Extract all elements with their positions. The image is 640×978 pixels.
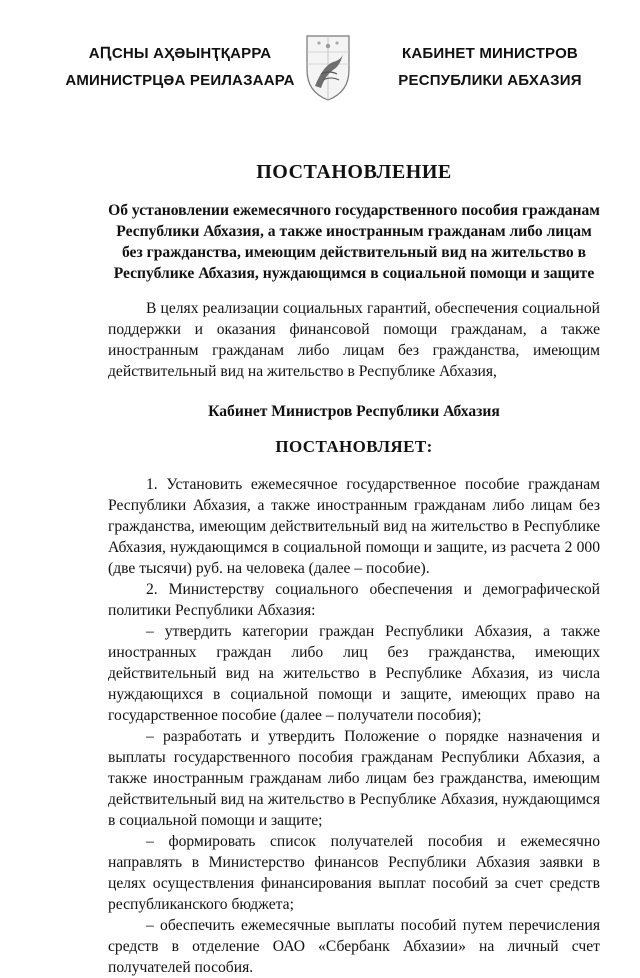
- item-2-dash-3: – формировать список получателей пособия и ежемесячно направлять в Министерство финансов Республики Абхазия заявки в целях осуществления финансирования выплат пособий за счет средств республиканского бюджета;: [108, 833, 600, 913]
- cabinet-heading: Кабинет Министров Республики Абхазия: [208, 403, 500, 420]
- item-2: 2. Министерству социального обеспечения и демографической политики Республики Абхазия:: [108, 581, 600, 619]
- item-2-dash-1: – утвердить категории граждан Республики Абхазия, а также иностранных граждан либо лиц без гражданства, имеющих действительный вид на жительство в Республике Абхазия, из числа нуждающихся в социальной помощи и защите, имеющих право на государственное пособие (далее – получатели пособия);: [108, 623, 600, 724]
- header-left: [60, 40, 300, 94]
- doc-subject: Об установлении ежемесячного государственного пособия гражданам Республики Абхазия, а также иностранным гражданам либо лицам без гражданства, имеющим действительный вид на жительство в Республике Абхазия, нуждающимся в социальной помощи и защите: [108, 202, 600, 282]
- header-left-line1: АԤСНЫ АҲӘЫНҬҚАРРА: [88, 45, 272, 62]
- item-2-dash-2: – разработать и утвердить Положение о порядке назначения и выплаты государственного пособия гражданам Республики Абхазия, а также иностранным гражданам либо лицам без гражданства, имеющим действительный вид на жительство в Республике Абхазия, нуждающимся в социальной помощи и защите;: [108, 728, 600, 829]
- coat-of-arms-icon: [303, 30, 353, 102]
- document-body: [108, 162, 600, 978]
- header-right-line2: РЕСПУБЛИКИ АБХАЗИЯ: [398, 72, 582, 89]
- preamble: В целях реализации социальных гарантий, обеспечения социальной поддержки и оказания финансовой помощи гражданам, а также иностранным гражданам либо лицам без гражданства, имеющим действительный вид на жительство в Республике Абхазия,: [108, 300, 600, 380]
- header-right-line1: КАБИНЕТ МИНИСТРОВ: [402, 45, 578, 62]
- header-left-line2: АМИНИСТРЦӘА РЕИЛАЗААРА: [65, 72, 295, 89]
- item-1: 1. Установить ежемесячное государственное пособие гражданам Республики Абхазия, а также иностранным гражданам либо лицам без гражданства, имеющим действительный вид на жительство в Республике Абхазия, нуждающимся в социальной помощи и защите, из расчета 2 000 (две тысячи) руб. на человека (далее – пособие).: [108, 476, 600, 577]
- resolves-heading: ПОСТАНОВЛЯЕТ:: [275, 437, 433, 456]
- doc-title: ПОСТАНОВЛЕНИЕ: [256, 161, 452, 183]
- item-2-dash-4: – обеспечить ежемесячные выплаты пособий путем перечисления средств в отделение ОАО «Сбербанк Абхазии» на личный счет получателей пособия.: [108, 917, 600, 976]
- header-right: [372, 40, 608, 94]
